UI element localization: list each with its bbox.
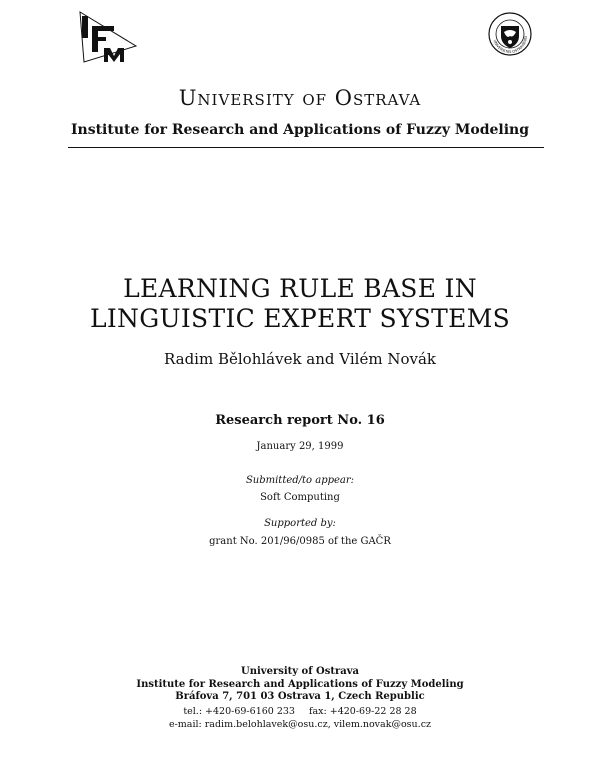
institute-name: Institute for Research and Applications of Fuzzy Modeling xyxy=(70,122,530,138)
seal-text: UNIVERSITAS OSTRAVIENSI xyxy=(492,36,529,55)
footer-institute: Institute for Research and Applications of Fuzzy Modeling xyxy=(136,679,464,690)
footer-address: Bráfova 7, 701 03 Ostrava 1, Czech Republic xyxy=(175,691,425,702)
submitted-value: Soft Computing xyxy=(260,492,340,503)
footer-tel: tel.: +420-69-6160 233 xyxy=(183,706,295,717)
ifm-logo xyxy=(70,10,142,66)
footer-email: e-mail: radim.belohlavek@osu.cz, vilem.novak@osu.cz xyxy=(168,719,432,730)
university-name: University of Ostrava xyxy=(178,86,422,110)
footer-university: University of Ostrava xyxy=(240,666,360,677)
authors: Radim Bělohlávek and Vilém Novák xyxy=(164,350,436,368)
supported-value: grant No. 201/96/0985 of the GAČR xyxy=(209,536,391,547)
header-divider xyxy=(68,147,544,148)
footer-contact-phones xyxy=(0,706,600,717)
footer-fax: fax: +420-69-22 28 28 xyxy=(308,706,417,717)
submitted-label: Submitted/to appear: xyxy=(245,475,355,486)
university-seal xyxy=(488,12,532,56)
report-date: January 29, 1999 xyxy=(256,441,344,452)
report-title-line-2: LINGUISTIC EXPERT SYSTEMS xyxy=(89,304,511,333)
report-number: Research report No. 16 xyxy=(215,413,385,428)
report-title-line-1: LEARNING RULE BASE IN xyxy=(123,274,477,303)
supported-label: Supported by: xyxy=(264,518,336,529)
